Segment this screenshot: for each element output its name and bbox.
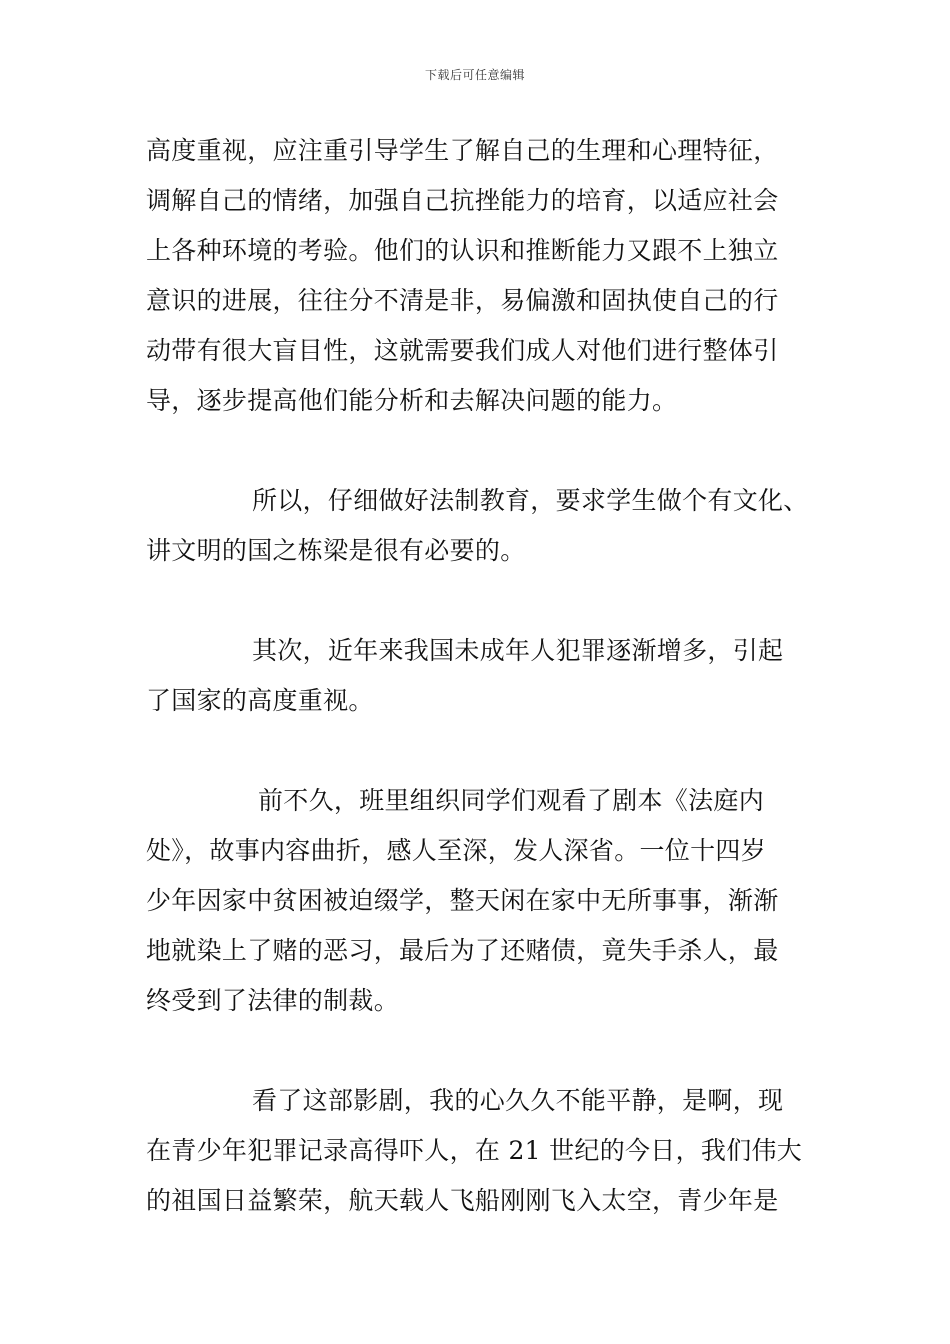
text-line: 所以，仔细做好法制教育，要求学生做个有文化、 [252, 486, 809, 515]
text-line: 其次，近年来我国未成年人犯罪逐渐增多，引起 [252, 636, 784, 665]
text-line: 看了这部影剧，我的心久久不能平静，是啊，现 [252, 1086, 784, 1115]
text-line: 在青少年犯罪记录高得吓人，在 21 世纪的今日，我们伟大 [146, 1136, 803, 1165]
text-line: 了国家的高度重视。 [146, 686, 374, 715]
paragraph-gap [146, 726, 816, 776]
text-line: 高度重视，应注重引导学生了解自己的生理和心理特征， [146, 136, 779, 165]
document-body [146, 126, 816, 1226]
page-header: 下载后可任意编辑 [424, 68, 525, 82]
text-line: 导，逐步提高他们能分析和去解决问题的能力。 [146, 386, 678, 415]
text-line: 意识的进展，往往分不清是非，易偏激和固执使自己的行 [146, 286, 779, 315]
text-line: 上各种环境的考验。他们的认识和推断能力又跟不上独立 [146, 236, 779, 265]
text-line: 动带有很大盲目性，这就需要我们成人对他们进行整体引 [146, 336, 779, 365]
text-line: 的祖国日益繁荣，航天载人飞船刚刚飞入太空，青少年是 [146, 1186, 779, 1215]
text-line: 处》，故事内容曲折，感人至深，发人深省。一位十四岁 [146, 836, 767, 865]
paragraph-gap [146, 1026, 816, 1076]
text-line: 调解自己的情绪，加强自己抗挫能力的培育，以适应社会 [146, 186, 779, 215]
text-line: 少年因家中贫困被迫缀学，整天闲在家中无所事事，渐渐 [146, 886, 779, 915]
text-line: 讲文明的国之栋梁是很有必要的。 [146, 536, 526, 565]
paragraph-gap [146, 426, 816, 476]
text-line: 终受到了法律的制裁。 [146, 986, 400, 1015]
paragraph-gap [146, 576, 816, 626]
text-line: 地就染上了赌的恶习，最后为了还赌债，竟失手杀人，最 [146, 936, 779, 965]
text-line: 前不久，班里组织同学们观看了剧本《法庭内 [258, 786, 765, 815]
